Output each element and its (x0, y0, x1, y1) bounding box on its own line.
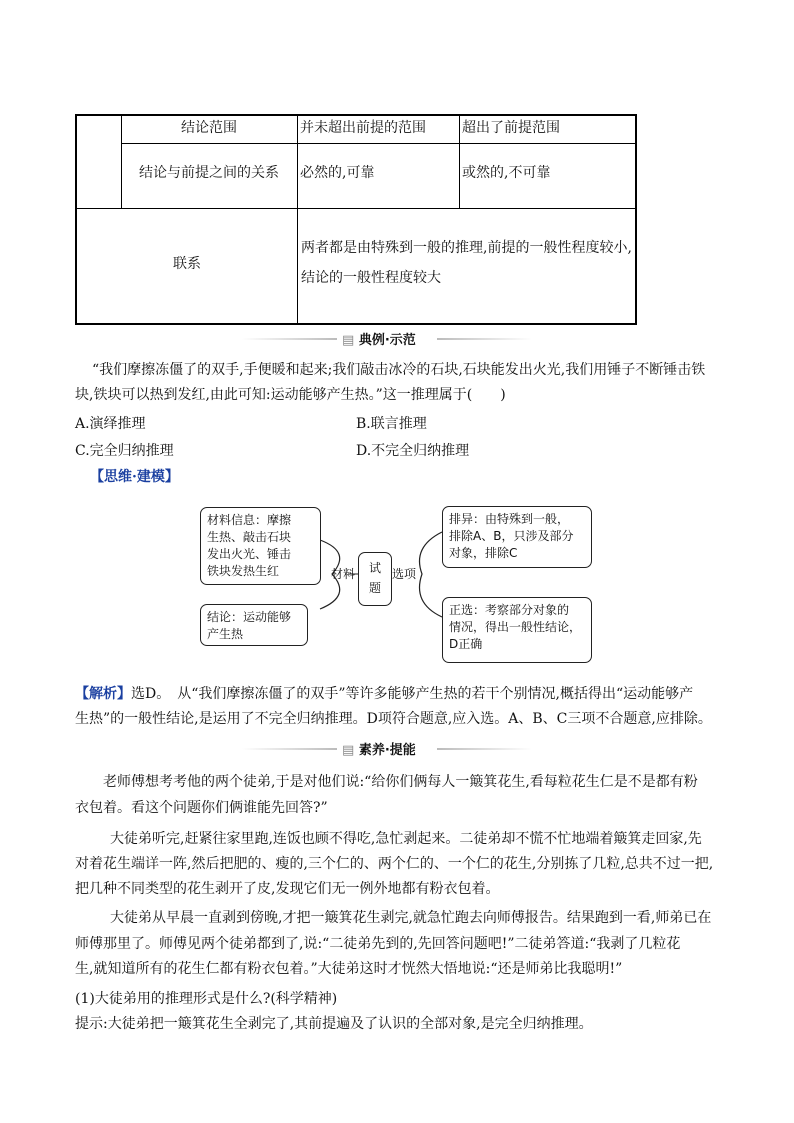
option-b: B.联言推理 (356, 416, 427, 432)
section-banner-example (342, 329, 416, 348)
correct-box (442, 597, 592, 663)
modeling-label: 【思维·建模】 (90, 469, 179, 485)
table-cell: 必然的,可靠 (300, 165, 375, 181)
box-line: 材料信息：摩擦 (207, 513, 292, 527)
analysis-text: 选D。 从“我们摩擦冻僵了的双手”等许多能够产生热的若干个别情况,概括得出“运动能够产 (131, 686, 694, 702)
comparison-table (75, 114, 637, 325)
table-cell: 并未超出前提的范围 (300, 120, 426, 136)
banner-title: 素养·提能 (358, 743, 416, 758)
options-label: 选项 (392, 567, 417, 581)
table-cell: 结论与前提之间的关系 (139, 165, 279, 181)
table-line (121, 143, 635, 144)
box-line: 正选：考察部分对象的 (449, 603, 570, 617)
section-banner-literacy (342, 739, 416, 758)
box-line: D正确 (449, 637, 483, 651)
story-line: 大徒弟从早晨一直剥到傍晚,才把一簸箕花生剥完,就急忙跑去向师傅报告。结果跑到一看,师弟已在 (110, 910, 712, 926)
box-line: 排除A、B，只涉及部分 (449, 529, 574, 543)
table-cell: 联系 (173, 256, 201, 272)
banner-divider (437, 338, 532, 340)
box-line: 排异：由特殊到一般， (449, 512, 570, 526)
story-line: 生,就知道所有的花生仁都有粉衣包着。”大徒弟这时才恍然大悟地说:“还是师弟比我聪明!” (75, 961, 623, 977)
banner-divider (242, 748, 337, 750)
option-a: A.演绎推理 (75, 416, 146, 432)
hint-1: 提示:大徒弟把一簸箕花生全剥完了,其前提遍及了认识的全部对象,是完全归纳推理。 (75, 1016, 593, 1032)
material-label: 材料 (331, 567, 356, 581)
story-line: 衣包着。看这个问题你们俩谁能先回答?” (75, 800, 328, 816)
banner-title: 典例·示范 (358, 333, 416, 348)
box-line: 发出火光、锤击 (207, 547, 292, 561)
mind-map (180, 497, 620, 672)
exclude-box (442, 506, 592, 568)
table-cell: 结论的一般性程度较大 (301, 270, 441, 286)
table-cell: 或然的,不可靠 (462, 165, 551, 181)
conclusion-box (200, 604, 308, 646)
banner-divider (437, 748, 532, 750)
table-cell: 超出了前提范围 (462, 120, 560, 136)
banner-divider (242, 338, 337, 340)
question-line: 块,铁块可以热到发红,由此可知:运动能够产生热。”这一推理属于( ) (75, 387, 506, 403)
question-line: “我们摩擦冻僵了的双手,手便暖和起来;我们敲击冰冷的石块,石块能发出火光,我们用锤子不断锤击铁 (92, 362, 706, 378)
material-box (200, 507, 321, 585)
option-c: C.完全归纳推理 (75, 443, 174, 459)
box-line: 情况，得出一般性结论， (449, 620, 582, 634)
story-line: 师傅那里了。师傅见两个徒弟都到了,说:“二徒弟先到的,先回答问题吧!”二徒弟答道:“我剥了几粒花 (75, 936, 681, 952)
story-line: 把几种不同类型的花生剥开了皮,发现它们无一例外地都有粉衣包着。 (75, 881, 500, 897)
box-line: 生热、敲击石块 (207, 530, 292, 544)
story-line: 大徒弟听完,赶紧往家里跑,连饭也顾不得吃,急忙剥起来。二徒弟却不慌不忙地端着簸箕走回家,先 (110, 831, 702, 847)
box-line: 结论：运动能够 (207, 610, 292, 624)
story-line: 老师傅想考考他的两个徒弟,于是对他们说:“给你们俩每人一簸箕花生,看每粒花生仁是不是都有粉 (103, 774, 698, 790)
analysis-label: 【解析】 (75, 686, 131, 702)
analysis-line (75, 682, 735, 706)
book-icon: ▤ (342, 743, 355, 758)
table-line (297, 116, 298, 325)
box-line: 试 (368, 561, 381, 575)
table-cell: 两者都是由特殊到一般的推理,前提的一般性程度较小, (301, 240, 632, 256)
box-line: 对象，排除C (449, 546, 518, 560)
story-line: 对着花生端详一阵,然后把肥的、瘦的,三个仁的、两个仁的、一个仁的花生,分别拣了几粒,总共不过一把, (75, 856, 714, 872)
question-1: (1)大徒弟用的推理形式是什么?(科学精神) (75, 991, 338, 1007)
table-line (459, 116, 460, 208)
analysis-line: 生热”的一般性结论,是运用了不完全归纳推理。D项符合题意,应入选。A、B、C三项不合题意,应排除。 (75, 711, 712, 727)
center-node (358, 552, 392, 606)
table-line (77, 208, 635, 209)
table-line (121, 116, 122, 208)
book-icon: ▤ (342, 333, 355, 348)
table-cell: 结论范围 (181, 120, 237, 136)
box-line: 铁块发热生红 (207, 564, 280, 578)
box-line: 题 (368, 581, 381, 595)
box-line: 产生热 (207, 627, 244, 641)
option-d: D.不完全归纳推理 (356, 443, 470, 459)
